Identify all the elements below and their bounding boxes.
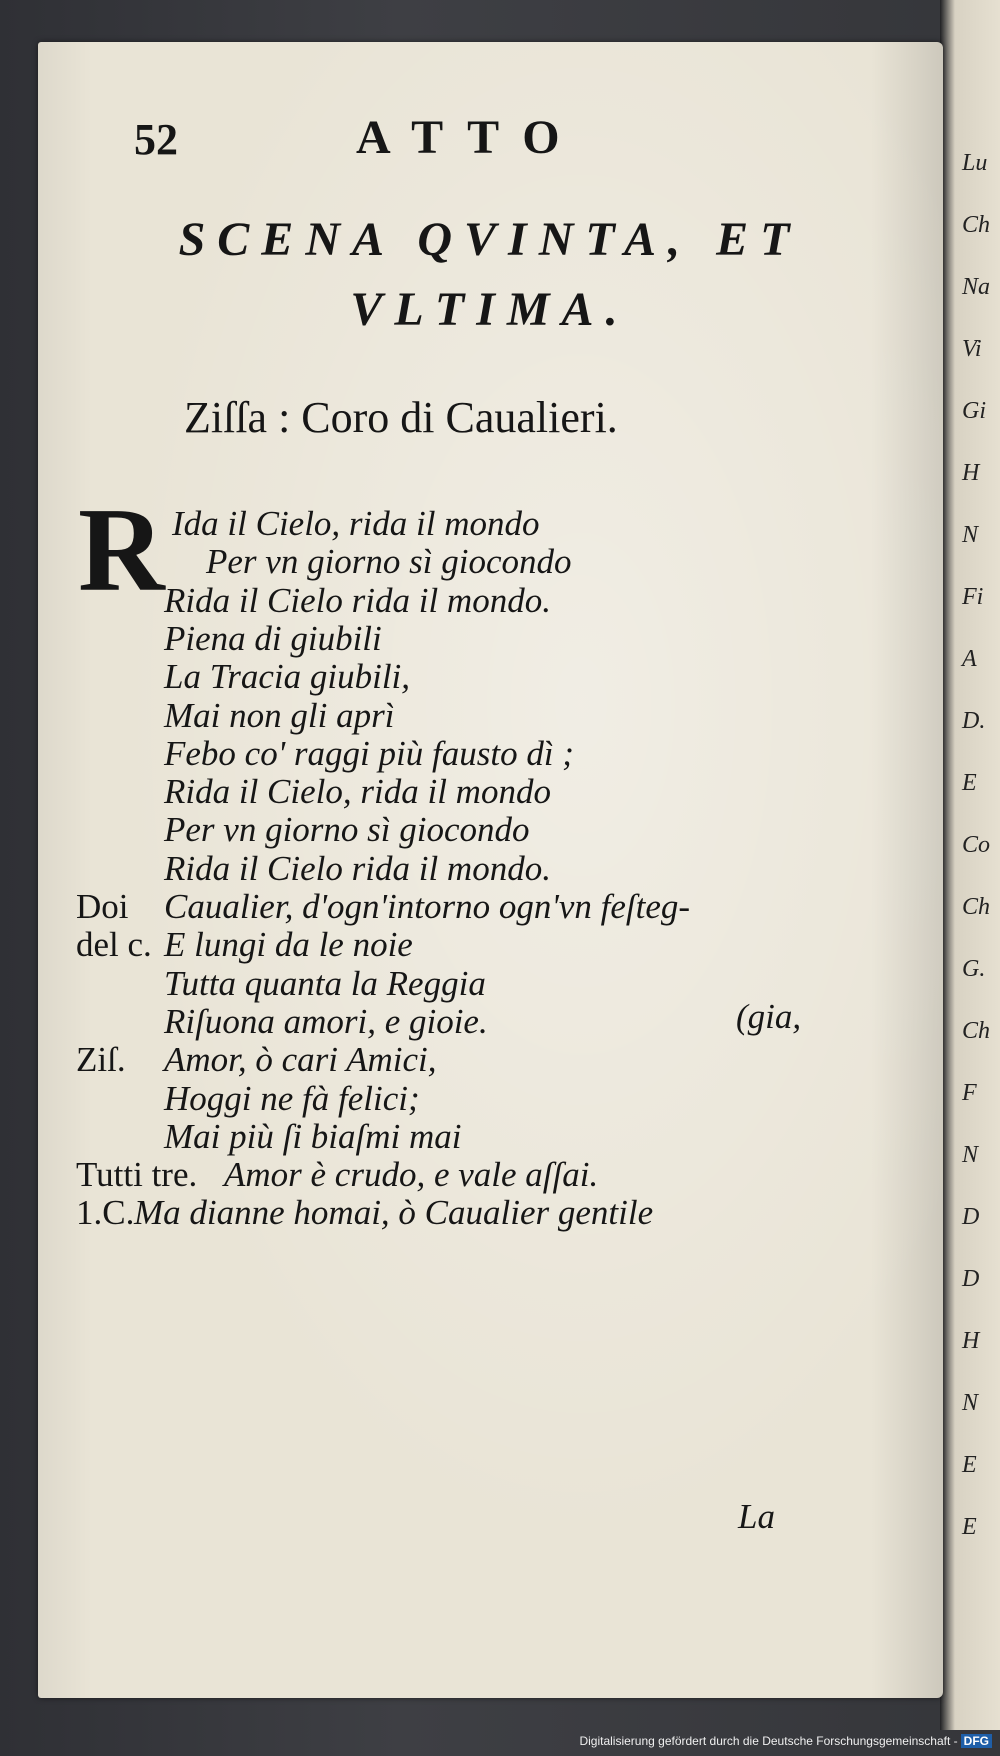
verse-line: Per vn giorno sì giocondo — [206, 542, 572, 582]
verse-line: Ma dianne homai, ò Caualier gentile — [134, 1193, 654, 1233]
adjacent-page-glyph: Co — [962, 832, 991, 858]
speaker-label: Tutti tre. — [76, 1155, 198, 1195]
verse-line: Piena di giubili — [164, 618, 382, 658]
dfg-logo: DFG — [961, 1734, 992, 1748]
verse-line: Amor è crudo, e vale aſſai. — [224, 1155, 599, 1195]
verse-line: La Tracia giubili, — [164, 657, 411, 697]
speaker-label: del c. — [76, 925, 152, 965]
verse-line: Riſuona amori, e gioie. — [164, 1001, 488, 1041]
adjacent-page-glyph: N — [962, 1390, 979, 1416]
character-list: Ziſſa : Coro di Caualieri. — [184, 393, 618, 442]
speaker-label: 1.C. — [76, 1193, 135, 1233]
verse-line: Rida il Cielo rida il mondo. — [164, 580, 551, 620]
verse-line: Hoggi ne fà felici; — [164, 1078, 420, 1118]
adjacent-page-glyph: Ch — [962, 212, 991, 238]
adjacent-page-glyph: Vi — [962, 336, 982, 362]
adjacent-page-glyph: D — [962, 1266, 980, 1292]
speaker-label: Doi — [76, 887, 129, 926]
verse-line: E lungi da le noie — [164, 925, 413, 965]
digitization-credit — [560, 1734, 992, 1748]
verse-line: Tutta quanta la Reggia — [164, 963, 486, 1003]
scene-title-line2: VLTIMA. — [350, 283, 630, 336]
credit-text: Digitalisierung gefördert durch die Deutsche Forschungsgemeinschaft - — [579, 1734, 958, 1748]
page-number: 52 — [134, 115, 178, 164]
adjacent-page-glyph: N — [962, 522, 979, 548]
verse-line: Per vn giorno sì giocondo — [164, 810, 530, 850]
adjacent-page-glyph: Gi — [962, 398, 986, 424]
adjacent-page-glyph: D. — [962, 708, 986, 734]
verse-line: Rida il Cielo, rida il mondo — [164, 772, 551, 812]
book-page — [38, 42, 943, 1698]
scene-title-line1: SCENA QVINTA, ET — [178, 213, 802, 266]
running-head: ATTO — [356, 111, 584, 164]
verse-line: Febo co' raggi più fausto dì ; — [164, 733, 574, 773]
adjacent-page-glyph: E — [962, 1452, 977, 1478]
catchword: La — [738, 1497, 775, 1536]
verse-line: Amor, ò cari Amici, — [164, 1040, 437, 1080]
adjacent-page-glyph: H — [962, 1328, 980, 1354]
adjacent-page-glyph: F — [962, 1080, 977, 1106]
adjacent-page-glyph: E — [962, 770, 977, 796]
adjacent-page-glyph: N — [962, 1142, 979, 1168]
adjacent-page-glyph: Ch — [962, 1018, 991, 1044]
adjacent-page-glyph: H — [962, 460, 980, 486]
verse-line: Mai più ſi biaſmi mai — [164, 1116, 462, 1156]
adjacent-page-glyph: A — [962, 646, 977, 672]
adjacent-page-glyph: Ch — [962, 894, 991, 920]
adjacent-page-glyph: G. — [962, 956, 986, 982]
verse-line: Rida il Cielo rida il mondo. — [164, 848, 551, 888]
adjacent-page-glyph: Lu — [962, 150, 988, 176]
adjacent-page-glyph: E — [962, 1514, 977, 1540]
adjacent-page-glyph: D — [962, 1204, 980, 1230]
adjacent-page-edge — [940, 0, 1000, 1730]
speaker-label: Ziſ. — [76, 1040, 126, 1080]
adjacent-page-glyph: Na — [962, 274, 991, 300]
adjacent-page-glyph: Fi — [962, 584, 984, 610]
turnover-word: (gia, — [736, 997, 802, 1036]
verse-line: Ida il Cielo, rida il mondo — [172, 504, 540, 543]
verse-line: Mai non gli aprì — [164, 695, 395, 735]
verse-line: Caualier, d'ogn'intorno ogn'vn feſteg- — [164, 887, 691, 926]
drop-cap: R — [78, 483, 165, 616]
